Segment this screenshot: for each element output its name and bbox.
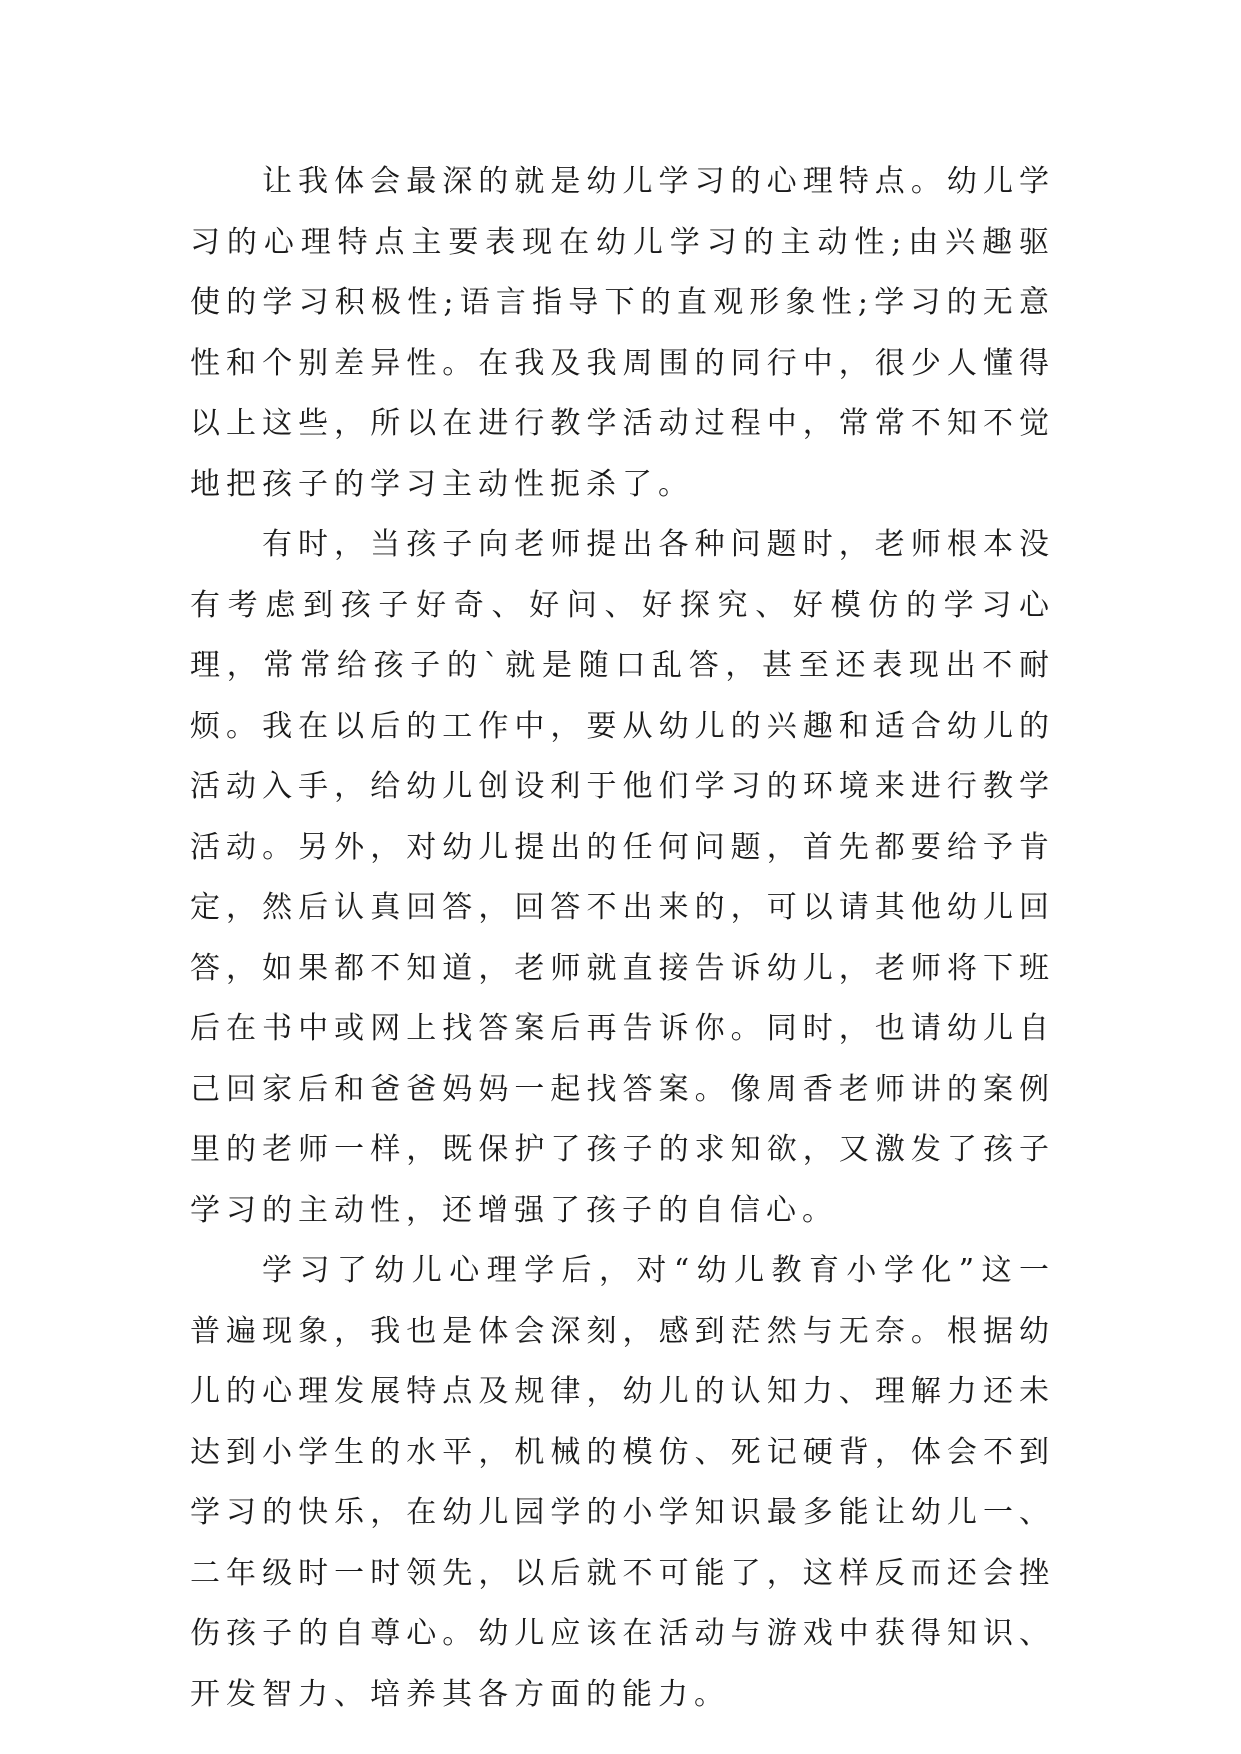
paragraph-2: 有时，当孩子向老师提出各种问题时，老师根本没有考虑到孩子好奇、好问、好探究、好模仿的学习心理，常常给孩子的`就是随口乱答，甚至还表现出不耐烦。我在以后的工作中，要从幼儿的兴趣和适合幼儿的活动入手，给幼儿创设利于他们学习的环境来进行教学活动。另外，对幼儿提出的任何问题，首先都要给予肯定，然后认真回答，回答不出来的，可以请其他幼儿回答，如果都不知道，老师就直接告诉幼儿，老师将下班后在书中或网上找答案后再告诉你。同时，也请幼儿自己回家后和爸爸妈妈一起找答案。像周香老师讲的案例里的老师一样，既保护了孩子的求知欲，又激发了孩子学习的主动性，还增强了孩子的自信心。 bbox=[190, 527, 1055, 1228]
paragraph-3: 学习了幼儿心理学后，对“幼儿教育小学化”这一普遍现象，我也是体会深刻，感到茫然与无奈。根据幼儿的心理发展特点及规律，幼儿的认知力、理解力还未达到小学生的水平，机械的模仿、死记硬背，体会不到学习的快乐，在幼儿园学的小学知识最多能让幼儿一、二年级时一时领先，以后就不可能了，这样反而还会挫伤孩子的自尊心。幼儿应该在活动与游戏中获得知识、开发智力、培养其各方面的能力。 bbox=[190, 1253, 1055, 1712]
document-body bbox=[190, 152, 1055, 1725]
paragraph-1: 让我体会最深的就是幼儿学习的心理特点。幼儿学习的心理特点主要表现在幼儿学习的主动性;由兴趣驱使的学习积极性;语言指导下的直观形象性;学习的无意性和个别差异性。在我及我周围的同行中，很少人懂得以上这些，所以在进行教学活动过程中，常常不知不觉地把孩子的学习主动性扼杀了。 bbox=[190, 164, 1055, 502]
